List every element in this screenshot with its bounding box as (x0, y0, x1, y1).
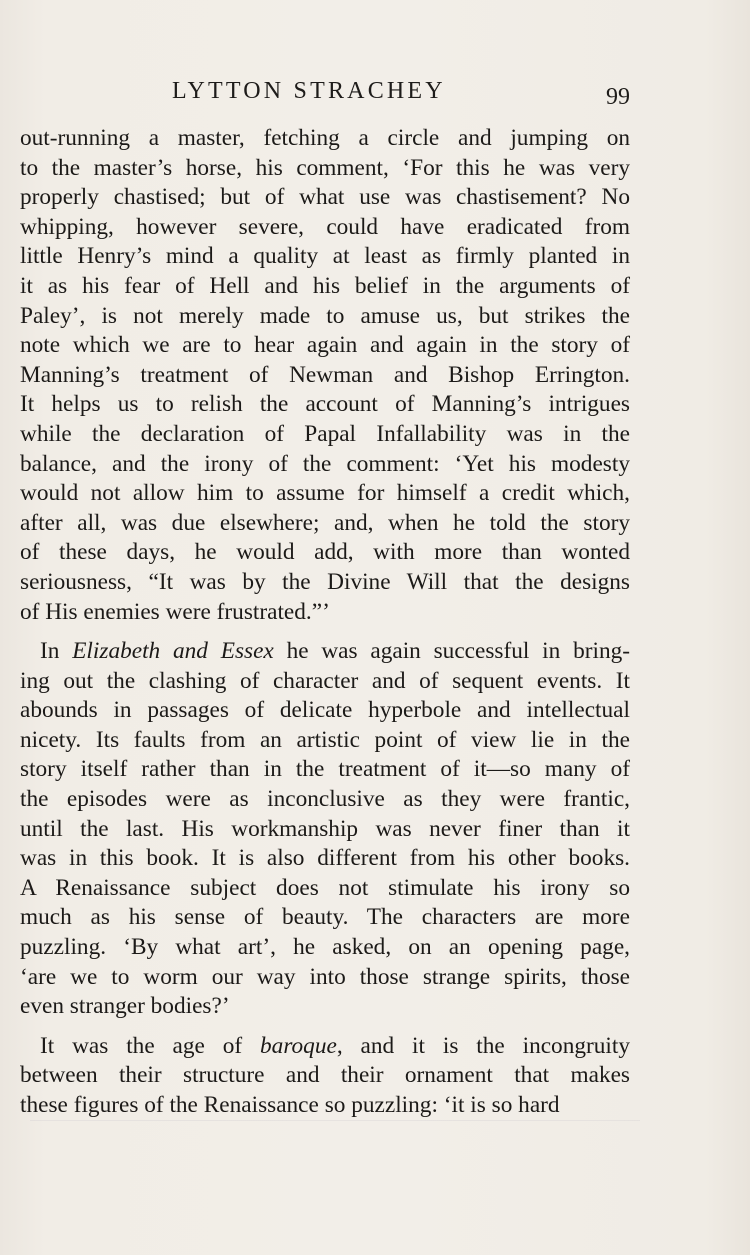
text-line: properly chastised; but of what use was chastisement? No (20, 184, 630, 211)
text-line: It was the age of baroque, and it is the incongruity (40, 1032, 631, 1059)
text-line: to the master’s horse, his comment, ‘For this he was very (20, 154, 630, 181)
text-line: of His enemies were frustrated.”’ (20, 598, 330, 625)
text-line: In Elizabeth and Essex he was again successful in bring- (40, 638, 631, 665)
text-line: until the last. His workmanship was never finer than it (20, 815, 630, 842)
text-line: abounds in passages of delicate hyperbole and intellectual (20, 697, 630, 724)
text-line: Paley’, is not merely made to amuse us, but strikes the (20, 302, 630, 329)
text-line: puzzling. ‘By what art’, he asked, on an opening page, (20, 934, 630, 961)
text-line: story itself rather than in the treatment of it—so many of (20, 756, 630, 783)
text-line: nicety. Its faults from an artistic point of view lie in the (20, 726, 630, 753)
text-line: ‘are we to worm our way into those strange spirits, those (20, 963, 630, 990)
text-line: between their structure and their ornament that makes (20, 1062, 630, 1089)
text-line: after all, was due elsewhere; and, when he told the story (20, 509, 630, 536)
text-line: of these days, he would add, with more than wonted (20, 539, 630, 566)
text-line: these figures of the Renaissance so puzzling: ‘it is so hard (20, 1092, 560, 1118)
body-text (20, 124, 630, 1121)
text-line: it as his fear of Hell and his belief in the arguments of (20, 272, 630, 299)
paragraph (20, 637, 630, 1022)
text-line: A Renaissance subject does not stimulate his irony so (20, 874, 630, 901)
text-line: was in this book. It is also different from his other books. (20, 845, 630, 872)
text-line: ing out the clashing of character and of sequent events. It (20, 667, 630, 694)
show-through-artifact (30, 1120, 640, 1161)
page-number: 99 (606, 84, 630, 110)
text-line: out-running a master, fetching a circle and jumping on (20, 125, 630, 151)
paragraph-gap (20, 1022, 630, 1032)
text-line: It helps us to relish the account of Manning’s intrigues (20, 391, 630, 418)
text-line: little Henry’s mind a quality at least as firmly planted in (20, 243, 630, 270)
text-line: the episodes were as inconclusive as they were frantic, (20, 786, 630, 813)
text-line: even stranger bodies?’ (20, 993, 230, 1020)
italic-title: Elizabeth and Essex (72, 638, 274, 665)
text-line: balance, and the irony of the comment: ‘Yet his modesty (20, 450, 630, 477)
paragraph-gap (20, 627, 630, 637)
running-head (0, 78, 750, 114)
text-line: Manning’s treatment of Newman and Bishop Errington. (20, 361, 630, 388)
paragraph (20, 124, 630, 627)
text-line: much as his sense of beauty. The characters are more (20, 904, 630, 931)
text-line: seriousness, “It was by the Divine Will that the designs (20, 568, 630, 595)
paragraph (20, 1032, 630, 1121)
running-title: LYTTON STRACHEY (172, 78, 446, 104)
italic-title: baroque (260, 1032, 337, 1059)
text-line: note which we are to hear again and again in the story of (20, 332, 630, 359)
text-line: while the declaration of Papal Infallability was in the (20, 420, 630, 447)
text-line: would not allow him to assume for himself a credit which, (20, 480, 630, 507)
text-line: whipping, however severe, could have eradicated from (20, 213, 630, 240)
